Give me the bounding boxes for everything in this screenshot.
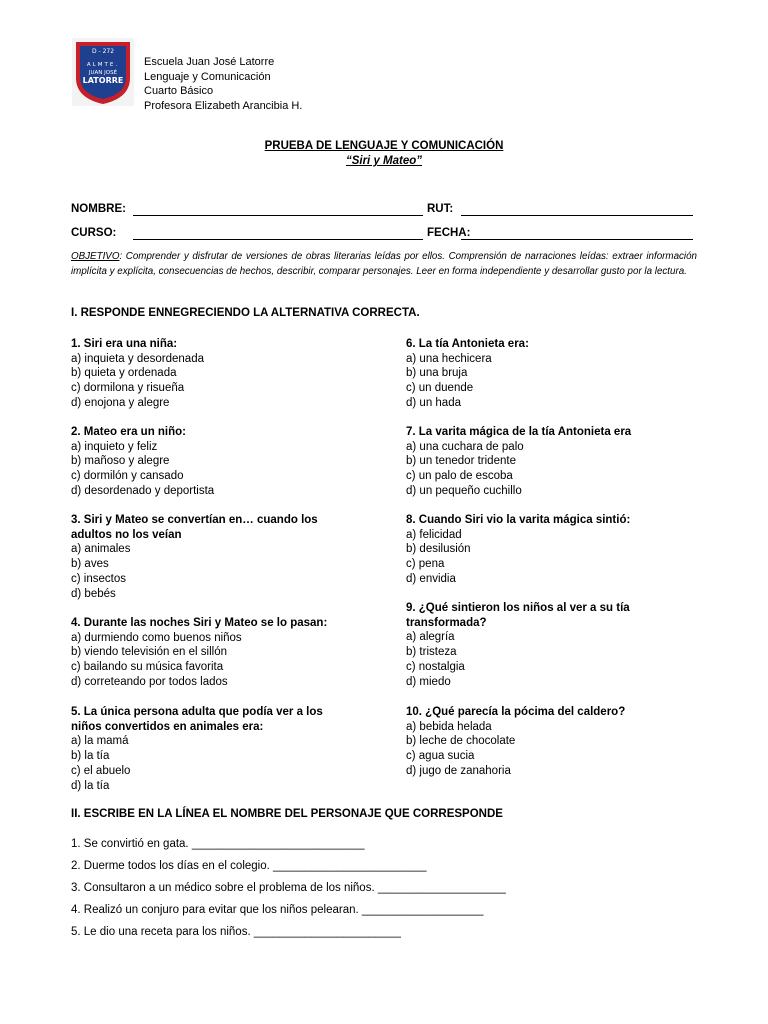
question-10 [406,705,706,779]
question-2 [71,425,371,499]
curso-fecha-row [71,227,696,243]
option-d[interactable]: d) bebés [71,587,116,600]
option-d[interactable]: d) correteando por todos lados [71,675,228,688]
section-2-title: II. ESCRIBE EN LA LÍNEA EL NOMBRE DEL PERSONAJE QUE CORRESPONDE [71,808,503,820]
document-title [0,139,768,169]
option-d[interactable]: d) envidia [406,572,456,585]
question-stem: 7. La varita mágica de la tía Antonieta era [406,426,632,438]
question-4 [71,616,371,690]
nombre-line[interactable] [133,215,423,216]
rut-line[interactable] [461,215,693,216]
question-5 [71,705,346,793]
option-c[interactable]: c) nostalgia [406,660,465,673]
objective-text: : Comprender y disfrutar de versiones de obras literarias leídas por ellos. Comprensión de narraciones leídas: extraer información implícita y explícita, consecuencias de hechos, describir, comparar personajes. Leer en forma independiente y desarrollar gusto por la lectura. [71,251,697,277]
option-c[interactable]: c) un duende [406,382,474,395]
option-c[interactable]: c) dormilón y cansado [71,470,184,483]
question-stem: 4. Durante las noches Siri y Mateo se lo pasan: [71,617,328,629]
school-info [144,55,302,113]
option-a[interactable]: a) inquieto y feliz [71,440,158,453]
option-b[interactable]: b) aves [71,558,109,571]
option-c[interactable]: c) dormilona y risueña [71,382,185,395]
question-9 [406,601,666,689]
question-stem: 1. Siri era una niña: [71,338,178,350]
option-b[interactable]: b) un tenedor tridente [406,455,516,468]
option-a[interactable]: a) una hechicera [406,352,492,365]
fill-item-4[interactable]: 4. Realizó un conjuro para evitar que los niños pelearan. ___________________ [71,904,484,916]
school-name: Escuela Juan José Latorre [144,56,275,68]
curso-line[interactable] [133,239,423,240]
grade-level: Cuarto Básico [144,85,214,97]
option-d[interactable]: d) un pequeño cuchillo [406,484,522,497]
option-a[interactable]: a) felicidad [406,528,462,541]
question-3 [71,513,341,601]
option-b[interactable]: b) viendo televisión en el sillón [71,646,227,659]
option-b[interactable]: b) leche de chocolate [406,735,516,748]
subject-name: Lenguaje y Comunicación [144,70,271,83]
test-title: PRUEBA DE LENGUAJE Y COMUNICACIÓN [264,140,504,152]
fill-item-2[interactable]: 2. Duerme todos los días en el colegio. ________________________ [71,860,427,872]
fill-item-1[interactable]: 1. Se convirtió en gata. ___________________________ [71,838,365,850]
option-b[interactable]: b) desilusión [406,543,471,556]
option-b[interactable]: b) la tía [71,750,110,763]
name-rut-row [71,203,696,219]
question-stem: 9. ¿Qué sintieron los niños al ver a su tía transformada? [406,602,630,629]
fill-item-3[interactable]: 3. Consultaron a un médico sobre el problema de los niños. ____________________ [71,882,506,894]
objective-paragraph [71,250,697,279]
crest-name-line1: JUAN JOSÉ [88,70,118,76]
question-stem: 10. ¿Qué parecía la pócima del caldero? [406,706,626,718]
curso-label: CURSO: [71,227,117,239]
fill-item-5[interactable]: 5. Le dio una receta para los niños. _______________________ [71,926,401,938]
fecha-line[interactable] [461,239,693,240]
option-b[interactable]: b) mañoso y alegre [71,455,170,468]
crest-rank-text: ALMTE. [86,62,120,68]
option-c[interactable]: c) agua sucia [406,750,475,763]
school-crest-logo [72,38,134,106]
option-d[interactable]: d) la tía [71,779,110,792]
option-a[interactable]: a) una cuchara de palo [406,440,524,453]
option-d[interactable]: d) jugo de zanahoria [406,764,511,777]
option-d[interactable]: d) un hada [406,396,461,409]
option-c[interactable]: c) un palo de escoba [406,470,513,483]
option-d[interactable]: d) enojona y alegre [71,396,170,409]
option-b[interactable]: b) tristeza [406,646,457,659]
question-stem: 8. Cuando Siri vio la varita mágica sintió: [406,514,631,526]
question-8 [406,513,706,587]
option-c[interactable]: c) pena [406,558,445,571]
option-c[interactable]: c) el abuelo [71,764,131,777]
crest-name-line2: LATORRE [82,76,124,85]
option-b[interactable]: b) quieta y ordenada [71,367,177,380]
question-stem: 3. Siri y Mateo se convertían en… cuando los adultos no los veían [71,514,318,541]
option-c[interactable]: c) insectos [71,572,126,585]
option-d[interactable]: d) miedo [406,675,451,688]
question-7 [406,425,706,499]
option-b[interactable]: b) una bruja [406,367,468,380]
crest-code-text: D - 272 [91,48,115,55]
option-a[interactable]: a) la mamá [71,735,129,748]
question-6 [406,337,706,411]
section-1-title: I. RESPONDE ENNEGRECIENDO LA ALTERNATIVA CORRECTA. [71,307,420,319]
question-1 [71,337,371,411]
option-d[interactable]: d) desordenado y deportista [71,484,215,497]
story-title: “Siri y Mateo” [345,155,423,167]
question-stem: 6. La tía Antonieta era: [406,338,529,350]
option-a[interactable]: a) bebida helada [406,720,492,733]
fecha-label: FECHA: [427,227,471,239]
nombre-label: NOMBRE: [71,203,126,215]
question-stem: 5. La única persona adulta que podía ver a los niños convertidos en animales era: [71,706,323,733]
option-a[interactable]: a) durmiendo como buenos niños [71,631,242,644]
option-a[interactable]: a) alegría [406,631,455,644]
teacher-name: Profesora Elizabeth Arancibia H. [144,99,303,112]
option-a[interactable]: a) inquieta y desordenada [71,352,204,365]
option-c[interactable]: c) bailando su música favorita [71,661,224,674]
option-a[interactable]: a) animales [71,543,131,556]
rut-label: RUT: [427,203,454,215]
objective-label: OBJETIVO [71,251,120,262]
question-stem: 2. Mateo era un niño: [71,426,187,438]
